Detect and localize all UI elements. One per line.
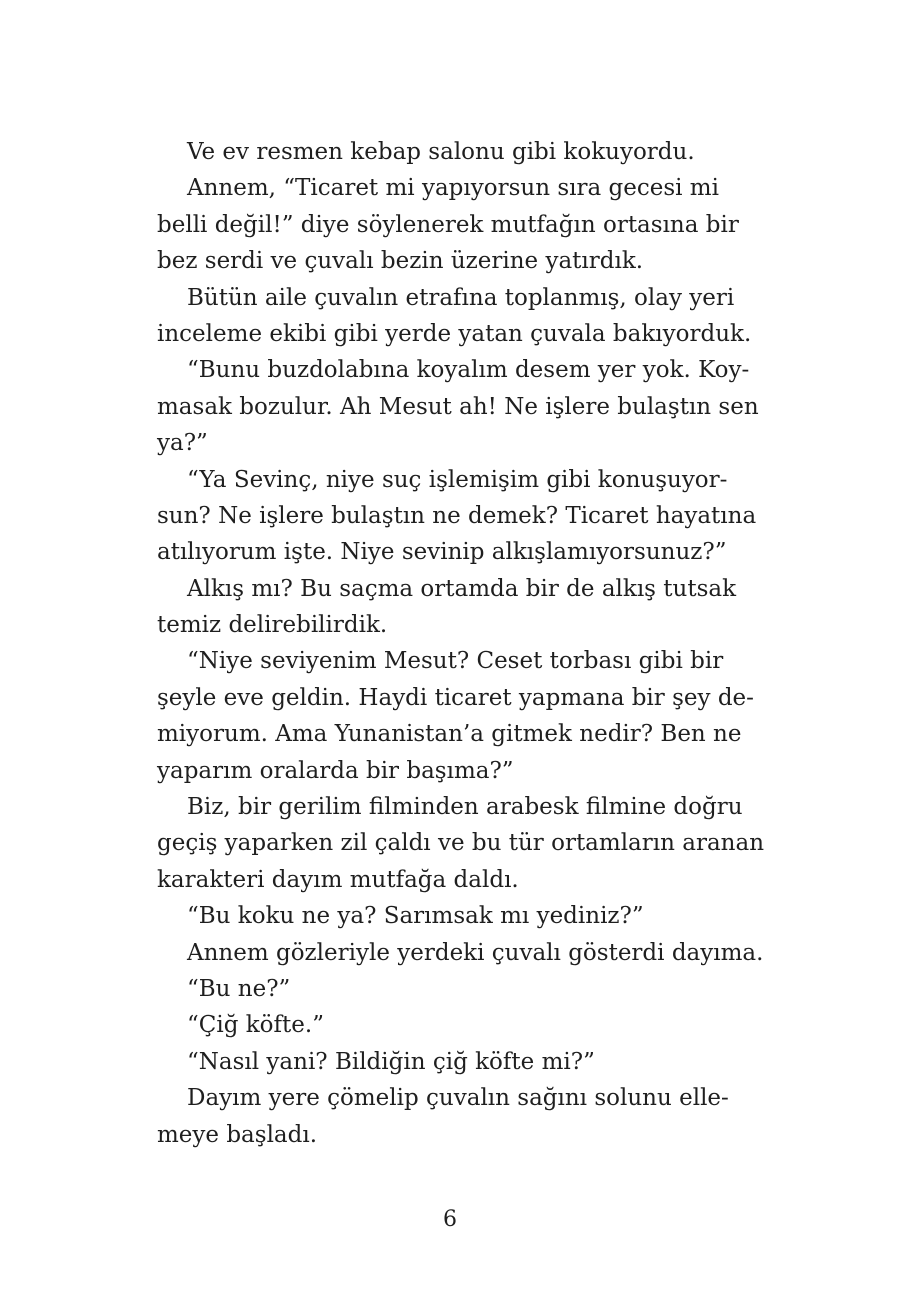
text-line: Dayım yere çömelip çuvalın sağını solunu elle- [187, 1085, 729, 1112]
text-line: inceleme ekibi gibi yerde yatan çuvala bakıyorduk. [157, 320, 752, 347]
text-line: karakteri dayım mutfağa daldı. [157, 866, 519, 893]
text-line: miyorum. Ama Yunanistan’a gitmek nedir? Ben ne [157, 721, 742, 748]
text-line: Bütün aile çuvalın etrafına toplanmış, olay yeri [187, 284, 735, 311]
text-line: bez serdi ve çuvalı bezin üzerine yatırdık. [157, 248, 644, 275]
text-line: “Bunu buzdolabına koyalım desem yer yok. Koy- [187, 357, 750, 384]
text-line: yaparım oralarda bir başıma?” [157, 757, 514, 784]
text-line: Alkış mı? Bu saçma ortamda bir de alkış tutsak [187, 575, 737, 602]
text-line: ya?” [157, 430, 208, 457]
text-line: “Bu ne?” [187, 975, 291, 1002]
text-line: belli değil!” diye söylenerek mutfağın ortasına bir [157, 211, 739, 238]
text-line: meye başladı. [157, 1121, 318, 1148]
text-line: geçiş yaparken zil çaldı ve bu tür ortamların aranan [157, 830, 765, 857]
text-line: “Nasıl yani? Bildiğin çiğ köfte mi?” [187, 1048, 595, 1075]
text-line: “Bu koku ne ya? Sarımsak mı yediniz?” [187, 903, 644, 930]
text-line: sun? Ne işlere bulaştın ne demek? Ticaret hayatına [157, 502, 757, 529]
text-line: Annem, “Ticaret mi yapıyorsun sıra gecesi mi [187, 175, 719, 202]
book-page-text [157, 134, 765, 1153]
text-line: Ve ev resmen kebap salonu gibi kokuyordu. [187, 139, 695, 165]
page-number: 6 [443, 1207, 457, 1232]
text-line: “Ya Sevinç, niye suç işlemişim gibi konuşuyor- [187, 466, 728, 493]
text-line: “Niye seviyenim Mesut? Ceset torbası gibi bir [187, 648, 724, 675]
text-line: atılıyorum işte. Niye sevinip alkışlamıyorsunuz?” [157, 539, 727, 566]
text-line: “Çiğ köfte.” [187, 1012, 324, 1039]
text-line: masak bozulur. Ah Mesut ah! Ne işlere bulaştın sen [157, 393, 759, 420]
text-line: Annem gözleriyle yerdeki çuvalı gösterdi dayıma. [187, 939, 764, 966]
text-line: şeyle eve geldin. Haydi ticaret yapmana bir şey de- [157, 684, 754, 711]
text-line: Biz, bir gerilim filminden arabesk filmine doğru [187, 794, 743, 821]
text-line: temiz delirebilirdik. [157, 612, 388, 639]
